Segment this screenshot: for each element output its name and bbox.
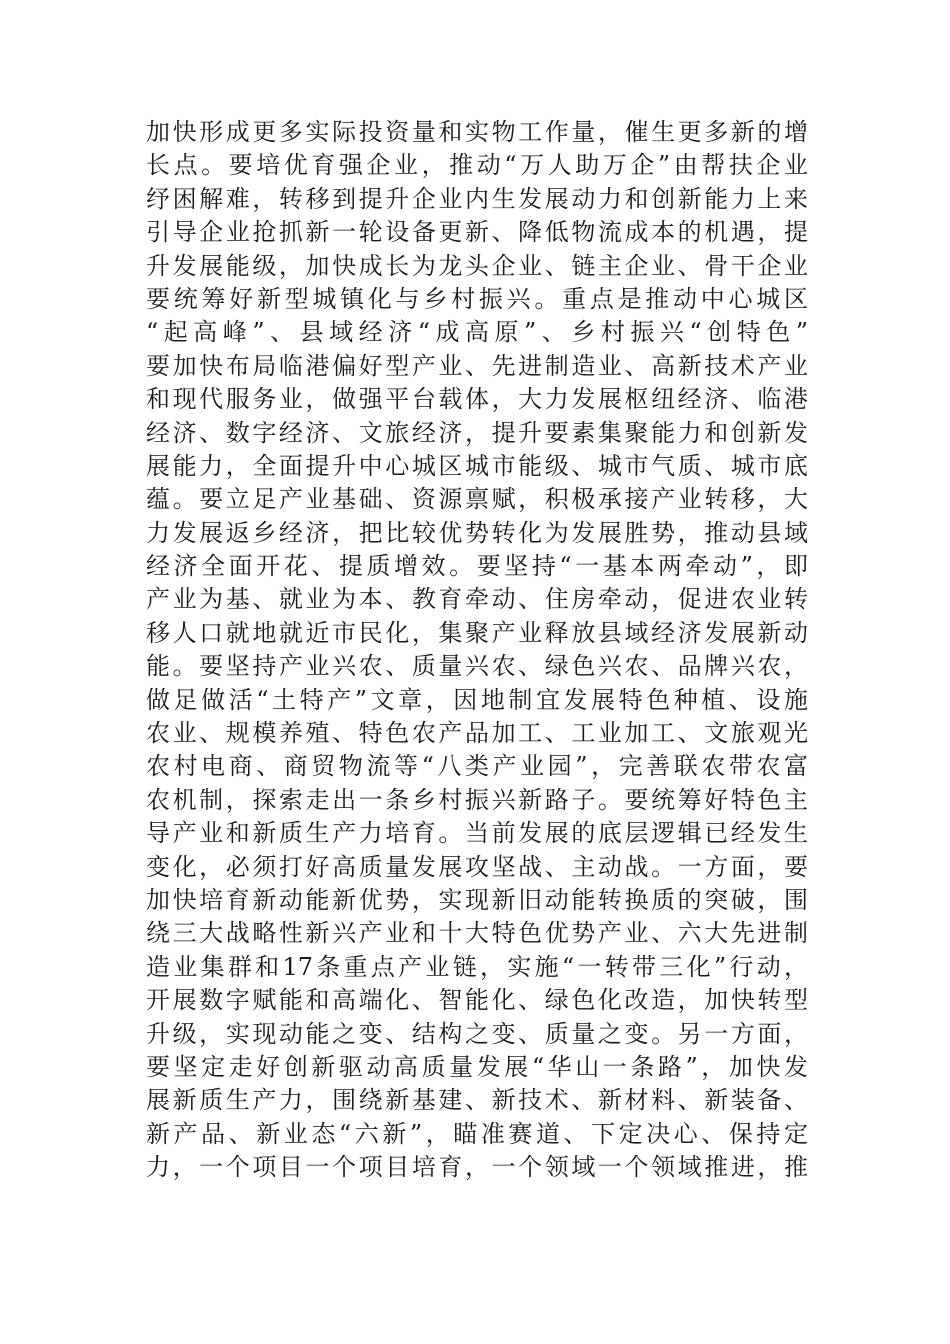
text-line: 展能力，全面提升中心城区城市能级、城市气质、城市底 [146, 451, 808, 480]
text-line: 新产品、新业态“六新”，瞄准赛道、下定决心、保持定 [146, 1119, 808, 1148]
text-line: 要统筹好新型城镇化与乡村振兴。重点是推动中心城区 [146, 284, 808, 313]
text-line: 加快培育新动能新优势，实现新旧动能转换质的突破，围 [146, 885, 808, 914]
text-line: 要坚定走好创新驱动高质量发展“华山一条路”，加快发 [146, 1052, 808, 1081]
text-line: 变化，必须打好高质量发展攻坚战、主动战。一方面，要 [146, 852, 808, 881]
text-line: 造业集群和17条重点产业链，实施“一转带三化”行动， [146, 952, 808, 981]
text-line: “起高峰”、县域经济“成高原”、乡村振兴“创特色” [146, 318, 808, 347]
text-line: 移人口就地就近市民化，集聚产业释放县域经济发展新动 [146, 618, 808, 647]
body-text [146, 116, 808, 1185]
text-line: 蕴。要立足产业基础、资源禀赋，积极承接产业转移，大 [146, 485, 808, 514]
text-line: 导产业和新质生产力培育。当前发展的底层逻辑已经发生 [146, 819, 808, 848]
text-line: 开展数字赋能和高端化、智能化、绿色化改造，加快转型 [146, 986, 808, 1015]
text-line: 绕三大战略性新兴产业和十大特色优势产业、六大先进制 [146, 919, 808, 948]
text-line: 升发展能级，加快成长为龙头企业、链主企业、骨干企业 [146, 251, 808, 280]
text-line: 经济全面开花、提质增效。要坚持“一基本两牵动”，即 [146, 552, 808, 581]
text-line: 纾困解难，转移到提升企业内生发展动力和创新能力上来 [146, 184, 808, 213]
text-line: 展新质生产力，围绕新基建、新技术、新材料、新装备、 [146, 1086, 808, 1115]
text-line: 产业为基、就业为本、教育牵动、住房牵动，促进农业转 [146, 585, 808, 614]
text-line: 能。要坚持产业兴农、质量兴农、绿色兴农、品牌兴农， [146, 652, 808, 681]
text-line: 引导企业抢抓新一轮设备更新、降低物流成本的机遇，提 [146, 218, 808, 247]
text-line: 农村电商、商贸物流等“八类产业园”，完善联农带农富 [146, 752, 808, 781]
text-line: 做足做活“土特产”文章，因地制宜发展特色种植、设施 [146, 685, 808, 714]
text-line: 长点。要培优育强企业，推动“万人助万企”由帮扶企业 [146, 151, 808, 180]
text-line: 和现代服务业，做强平台载体，大力发展枢纽经济、临港 [146, 385, 808, 414]
text-line: 经济、数字经济、文旅经济，提升要素集聚能力和创新发 [146, 418, 808, 447]
text-line: 升级，实现动能之变、结构之变、质量之变。另一方面， [146, 1019, 808, 1048]
text-line: 力，一个项目一个项目培育，一个领域一个领域推进，推 [146, 1153, 808, 1182]
text-line: 农业、规模养殖、特色农产品加工、工业加工、文旅观光 [146, 719, 808, 748]
text-line: 力发展返乡经济，把比较优势转化为发展胜势，推动县域 [146, 518, 808, 547]
text-line: 加快形成更多实际投资量和实物工作量，催生更多新的增 [146, 118, 808, 146]
text-line: 农机制，探索走出一条乡村振兴新路子。要统筹好特色主 [146, 785, 808, 814]
text-line: 要加快布局临港偏好型产业、先进制造业、高新技术产业 [146, 351, 808, 380]
